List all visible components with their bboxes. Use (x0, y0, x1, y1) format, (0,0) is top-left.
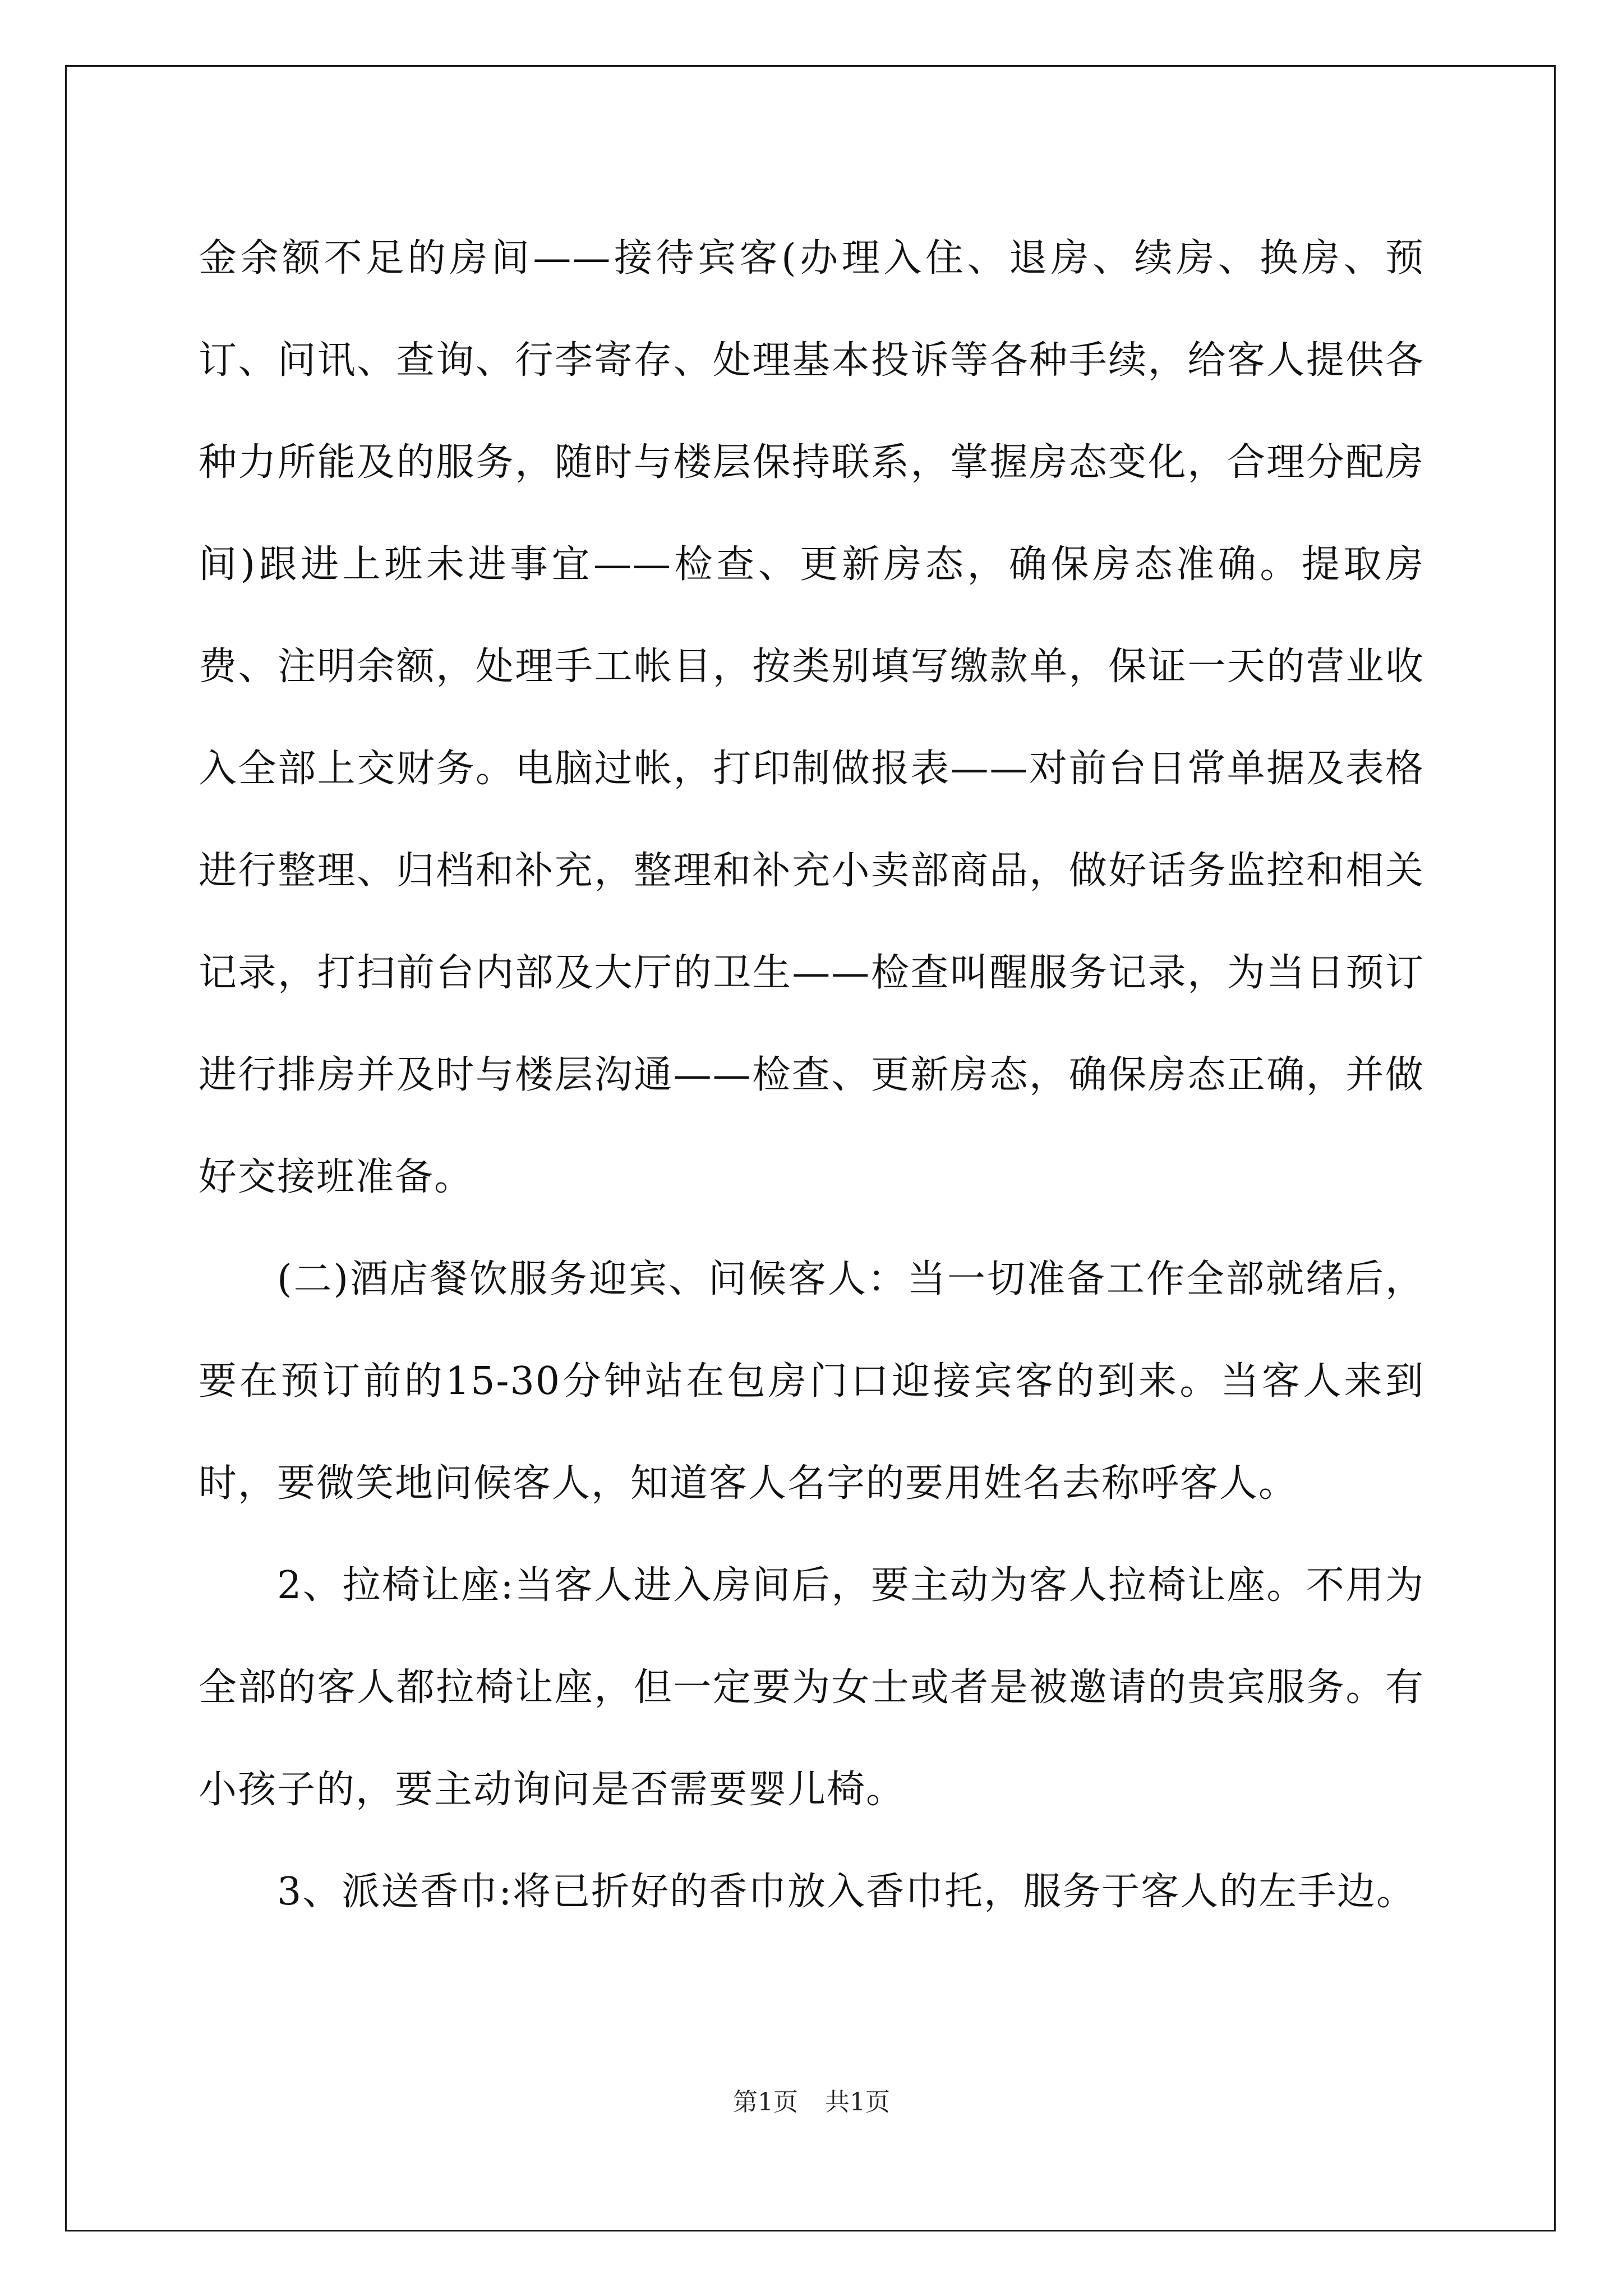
document-body (199, 208, 1424, 1943)
page-number: 第1页 (733, 2088, 798, 2116)
paragraph-greeting-guests: (二)酒店餐饮服务迎宾、问候客人：当一切准备工作全部就绪后，要在预订前的15-30分钟站在包房门口迎接宾客的到来。当客人来到时，要微笑地问候客人，知道客人名字的要用姓名去称呼客人。 (199, 1257, 1424, 1506)
page-footer (0, 2086, 1623, 2119)
page-total: 共1页 (825, 2088, 890, 2116)
paragraph-front-desk-duties: 金余额不足的房间——接待宾客(办理入住、退房、续房、换房、预订、问讯、查询、行李寄存、处理基本投诉等各种手续，给客人提供各种力所能及的服务，随时与楼层保持联系，掌握房态变化，合理分配房间)跟进上班未进事宜——检查、更新房态，确保房态准确。提取房费、注明余额，处理手工帐目，按类别填写缴款单，保证一天的营业收入全部上交财务。电脑过帐，打印制做报表——对前台日常单据及表格进行整理、归档和补充，整理和补充小卖部商品，做好话务监控和相关记录，打扫前台内部及大厅的卫生——检查叫醒服务记录，为当日预订进行排房并及时与楼层沟通——检查、更新房态，确保房态正确，并做好交接班准备。 (199, 236, 1424, 1199)
paragraph-seating-guests: 2、拉椅让座:当客人进入房间后，要主动为客人拉椅让座。不用为全部的客人都拉椅让座，但一定要为女士或者是被邀请的贵宾服务。有小孩子的，要主动询问是否需要婴儿椅。 (199, 1563, 1424, 1812)
paragraph-serving-towels: 3、派送香巾:将已折好的香巾放入香巾托，服务于客人的左手边。 (277, 1870, 1416, 1914)
